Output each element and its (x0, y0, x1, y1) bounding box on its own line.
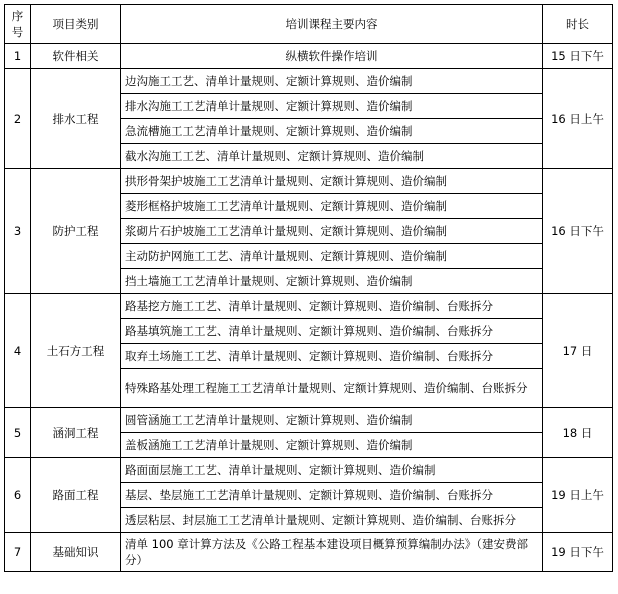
row-no: 5 (5, 408, 31, 458)
row-no: 3 (5, 169, 31, 294)
row-no: 7 (5, 533, 31, 572)
row-duration: 18 日 (543, 408, 613, 458)
row-content-item: 路面面层施工工艺、清单计量规则、定额计算规则、造价编制 (121, 458, 543, 483)
row-content-item: 菱形框格护坡施工工艺清单计量规则、定额计算规则、造价编制 (121, 194, 543, 219)
header-no: 序号 (5, 5, 31, 44)
row-content-item: 清单 100 章计算方法及《公路工程基本建设项目概算预算编制办法》（建安费部分） (121, 533, 543, 572)
table-row (5, 169, 613, 194)
header-row (5, 5, 613, 44)
row-content-item: 挡土墙施工工艺清单计量规则、定额计算规则、造价编制 (121, 269, 543, 294)
row-duration: 19 日下午 (543, 533, 613, 572)
row-no: 2 (5, 69, 31, 169)
header-category: 项目类别 (31, 5, 121, 44)
row-content-item: 主动防护网施工工艺、清单计量规则、定额计算规则、造价编制 (121, 244, 543, 269)
row-content-item: 浆砌片石护坡施工工艺清单计量规则、定额计算规则、造价编制 (121, 219, 543, 244)
row-category: 排水工程 (31, 69, 121, 169)
row-content-item: 纵横软件操作培训 (121, 44, 543, 69)
header-duration: 时长 (543, 5, 613, 44)
row-content-item: 路基填筑施工工艺、清单计量规则、定额计算规则、造价编制、台账拆分 (121, 319, 543, 344)
table-row (5, 408, 613, 433)
row-content-item: 盖板涵施工工艺清单计量规则、定额计算规则、造价编制 (121, 433, 543, 458)
table-row (5, 294, 613, 319)
row-content-item: 边沟施工工艺、清单计量规则、定额计算规则、造价编制 (121, 69, 543, 94)
row-no: 1 (5, 44, 31, 69)
table-row (5, 533, 613, 572)
training-schedule-table (4, 4, 613, 572)
row-category: 基础知识 (31, 533, 121, 572)
row-content-item: 基层、垫层施工工艺清单计量规则、定额计算规则、造价编制、台账拆分 (121, 483, 543, 508)
row-category: 防护工程 (31, 169, 121, 294)
row-duration: 19 日上午 (543, 458, 613, 533)
row-category: 路面工程 (31, 458, 121, 533)
header-content: 培训课程主要内容 (121, 5, 543, 44)
row-no: 4 (5, 294, 31, 408)
table-row (5, 69, 613, 94)
table-row (5, 44, 613, 69)
row-duration: 17 日 (543, 294, 613, 408)
row-category: 软件相关 (31, 44, 121, 69)
table-row (5, 458, 613, 483)
row-content-item: 急流槽施工工艺清单计量规则、定额计算规则、造价编制 (121, 119, 543, 144)
row-content-item: 透层粘层、封层施工工艺清单计量规则、定额计算规则、造价编制、台账拆分 (121, 508, 543, 533)
row-duration: 16 日上午 (543, 69, 613, 169)
row-content-item: 拱形骨架护坡施工工艺清单计量规则、定额计算规则、造价编制 (121, 169, 543, 194)
row-content-item: 特殊路基处理工程施工工艺清单计量规则、定额计算规则、造价编制、台账拆分 (121, 369, 543, 408)
row-category: 涵洞工程 (31, 408, 121, 458)
row-category: 土石方工程 (31, 294, 121, 408)
row-duration: 16 日下午 (543, 169, 613, 294)
row-content-item: 圆管涵施工工艺清单计量规则、定额计算规则、造价编制 (121, 408, 543, 433)
row-content-item: 截水沟施工工艺、清单计量规则、定额计算规则、造价编制 (121, 144, 543, 169)
row-duration: 15 日下午 (543, 44, 613, 69)
row-content-item: 排水沟施工工艺清单计量规则、定额计算规则、造价编制 (121, 94, 543, 119)
row-content-item: 路基挖方施工工艺、清单计量规则、定额计算规则、造价编制、台账拆分 (121, 294, 543, 319)
row-no: 6 (5, 458, 31, 533)
row-content-item: 取弃土场施工工艺、清单计量规则、定额计算规则、造价编制、台账拆分 (121, 344, 543, 369)
